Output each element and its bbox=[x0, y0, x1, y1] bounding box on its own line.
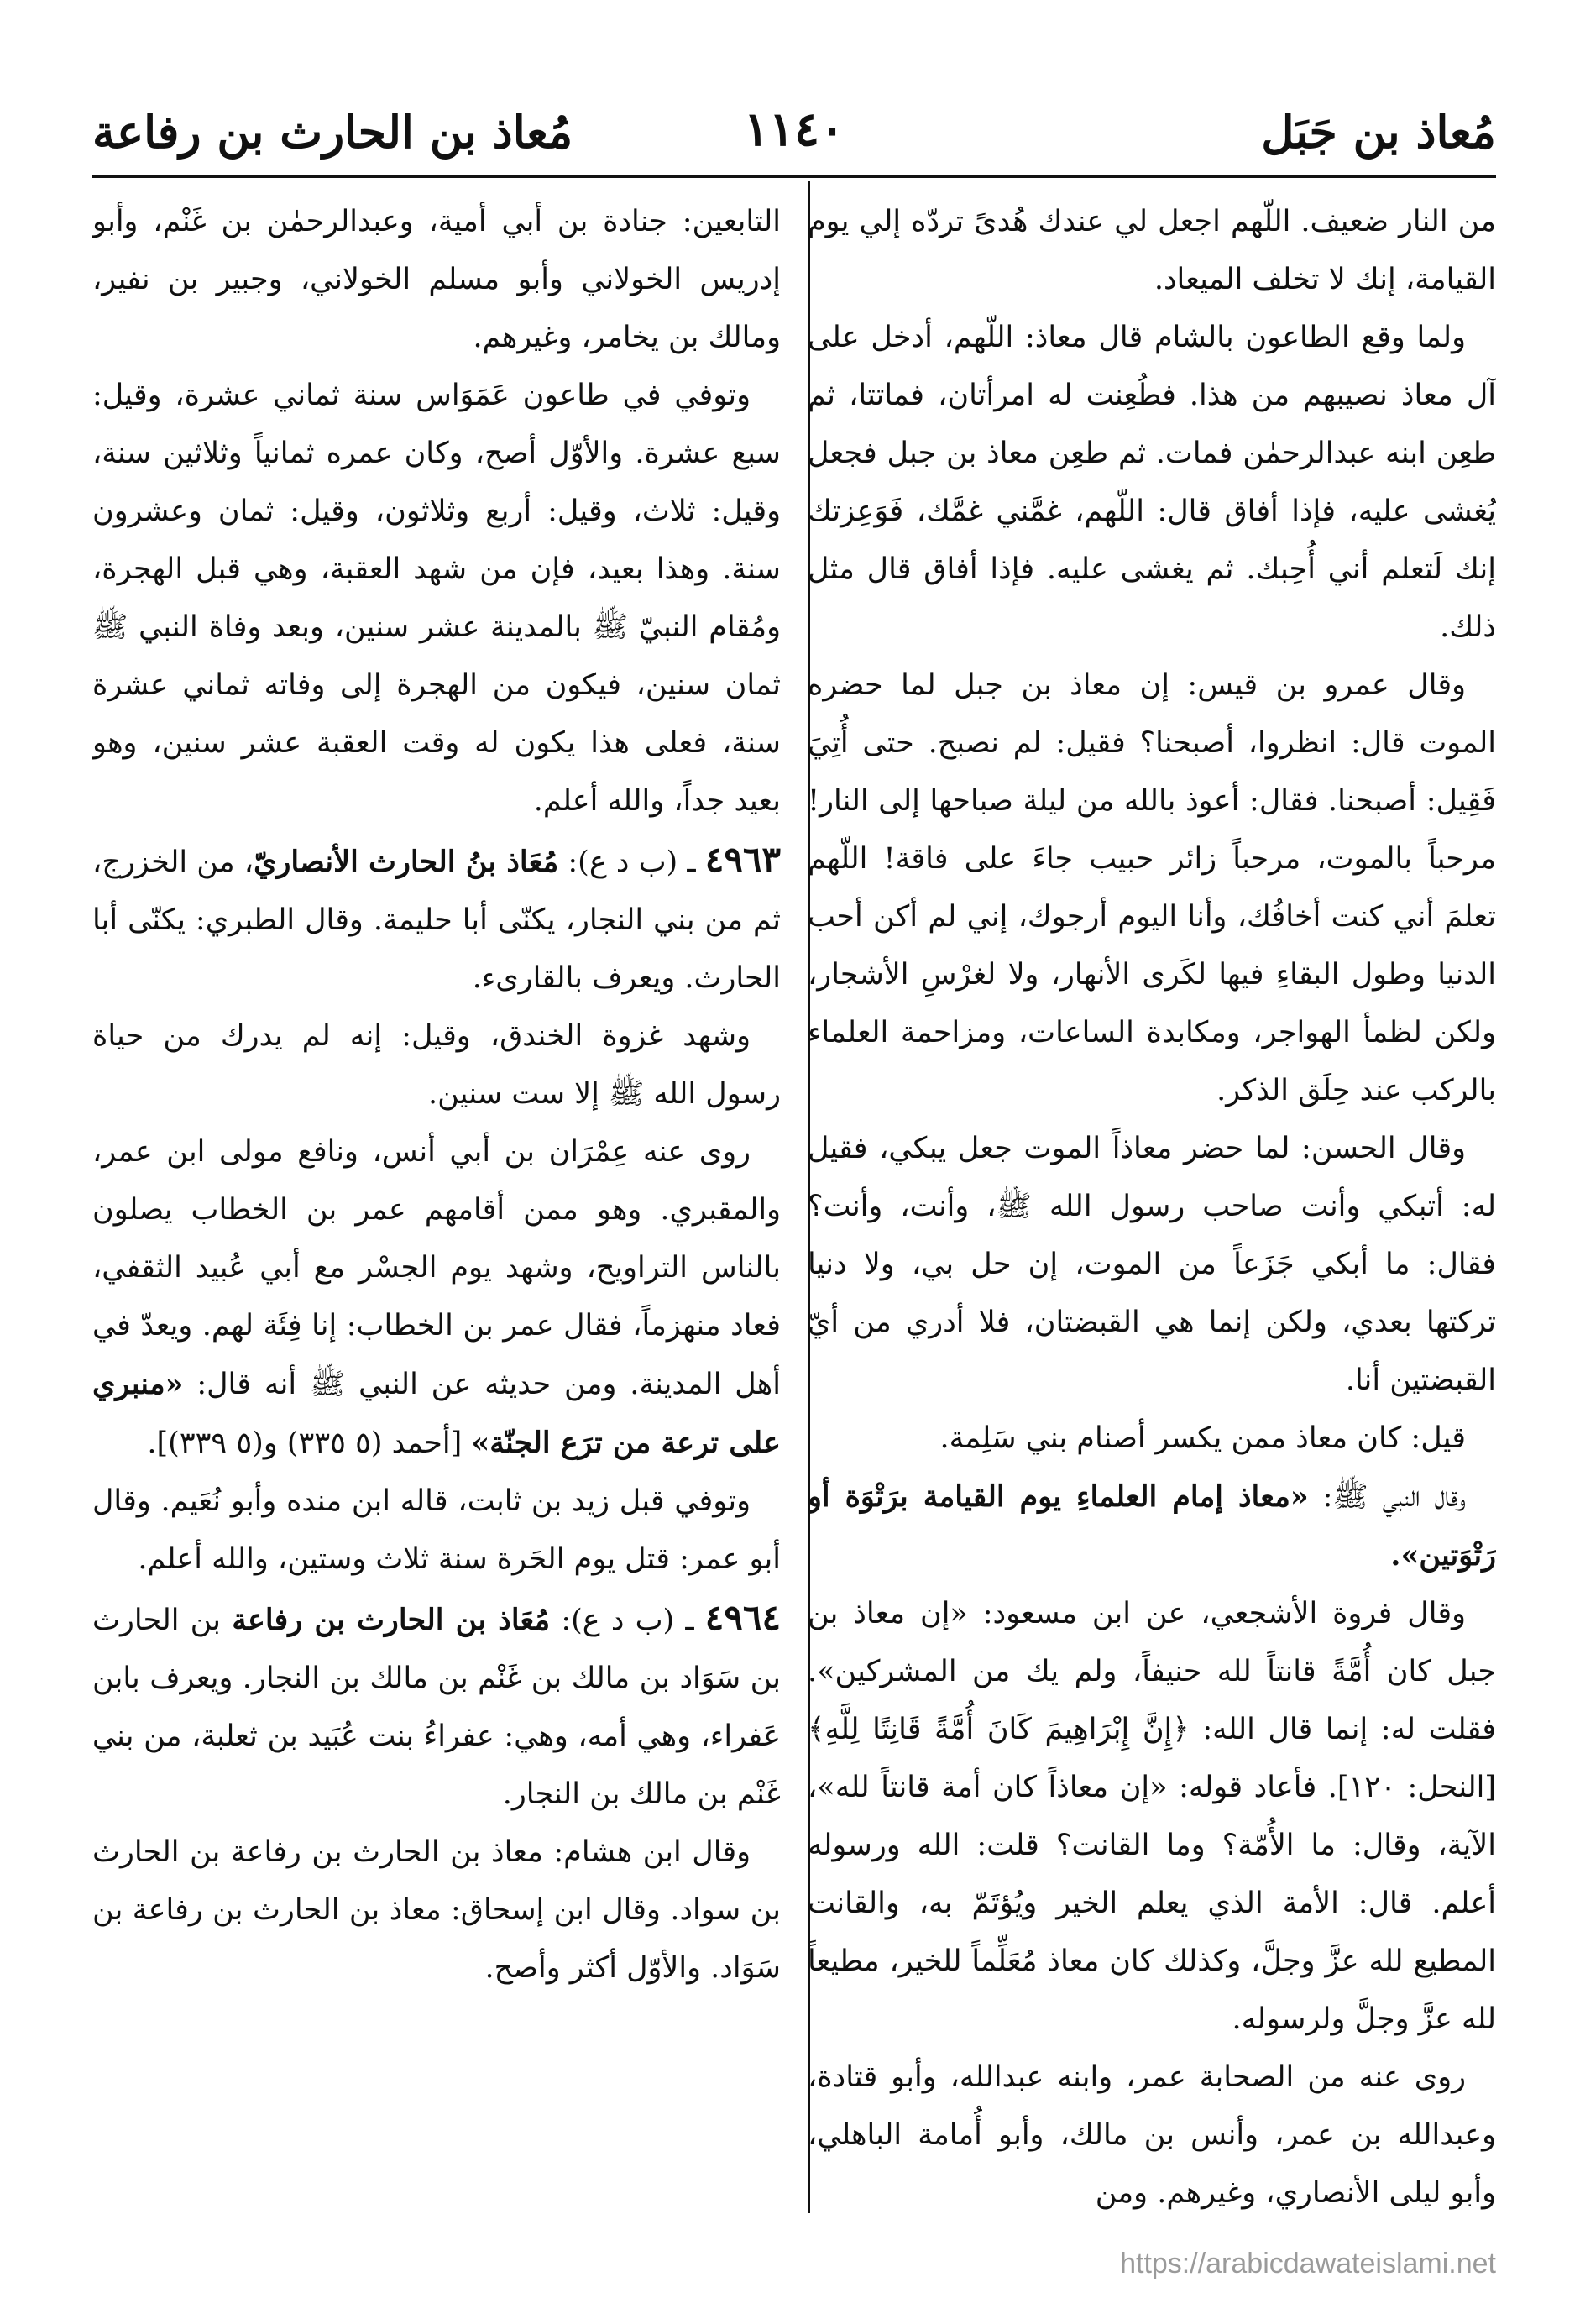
paragraph: من النار ضعيف. اللّهم اجعل لي عندك هُدىً تردّه إلي يوم القيامة، إنك لا تخلف الميعاد. bbox=[808, 205, 1496, 296]
paragraph: وقال ابن هشام: معاذ بن الحارث بن رفاعة بن الحارث بن سواد. وقال ابن إسحاق: معاذ بن الحارث بن رفاعة بن سَوَاد. والأوّل أكثر وأصح. bbox=[92, 1835, 781, 1985]
paragraph: وقال فروة الأشجعي، عن ابن مسعود: «إن معاذ بن جبل كان أُمَّةً قانتاً لله حنيفاً، ولم يك من المشركين». فقلت له: إنما قال الله: ﴿إِنَّ إِبْرَاهِيمَ كَانَ أُمَّةً قَانِتًا لِلَّهِ﴾ [النحل: ١٢٠]. فأعاد قوله: «إن معاذاً كان أمة قانتاً لله»، الآية، وقال: ما الأُمّة؟ وما القانت؟ قلت: الله ورسوله أعلم. قال: الأمة الذي يعلم الخير ويُؤتَمّ به، والقانت المطيع لله عزَّ وجلَّ، وكذلك كان معاذ مُعَلِّماً للخير، مطيعاً لله عزَّ وجلَّ ولرسوله. bbox=[808, 1597, 1496, 2036]
paragraph-text: وقال النبي ﷺ: bbox=[1308, 1480, 1466, 1514]
paragraph bbox=[808, 1468, 1496, 1585]
watermark-url: https://arabicdawateislami.net bbox=[1120, 2248, 1496, 2280]
entry-sigla: ـ (ب د ع): bbox=[550, 1604, 705, 1637]
hadith-reference: [أحمد (٥ ٣٣٥) و(٥ ٣٣٩)]. bbox=[147, 1426, 472, 1460]
paragraph: التابعين: جنادة بن أبي أمية، وعبدالرحمٰن بن غَنْم، وأبو إدريس الخولاني وأبو مسلم الخولاني، وجبير بن نفير، ومالك بن يخامر، وغيرهم. bbox=[92, 205, 781, 354]
left-column bbox=[92, 193, 781, 2233]
entry-text: ، من الخزرج، ثم من بني النجار، يكنّى أبا حليمة. وقال الطبري: يكنّى أبا الحارث. ويعرف بالقارىء. bbox=[92, 845, 781, 995]
entry-name: مُعَاذ بنُ الحارث الأنصاريّ bbox=[254, 845, 559, 879]
entry-name: مُعَاذ بن الحارث بن رفاعة bbox=[232, 1603, 551, 1637]
paragraph bbox=[92, 1123, 781, 1473]
page-number: ١١٤٠ bbox=[743, 102, 845, 157]
header-right-title: مُعاذ بن جَبَل bbox=[1261, 105, 1496, 159]
hadith-quote: «معاذ إمام العلماءِ يوم القيامة برَتْوَة أو رَتْوَتين». bbox=[808, 1479, 1496, 1573]
entry-text: بن الحارث بن سَوَاد بن مالك بن غَنْم بن مالك بن النجار. ويعرف بابن عَفراء، وهي أمه، وهي: عفراءُ بنت عُبَيد بن ثعلبة، من بني غَنْم بن مالك بن النجار. bbox=[92, 1604, 781, 1811]
paragraph: وشهد غزوة الخندق، وقيل: إنه لم يدرك من حياة رسول الله ﷺ إلا ست سنين. bbox=[92, 1019, 781, 1111]
page-header bbox=[92, 97, 1496, 172]
entry-number: ٤٩٦٤ bbox=[704, 1597, 781, 1638]
paragraph-text: روى عنه عِمْرَان بن أبي أنس، ونافع مولى ابن عمر، والمقبري. وهو ممن أقامهم عمر بن الخطاب يصلون بالناس التراويح، وشهد يوم الجسْر مع أبي عُبيد الثقفي، فعاد منهزماً، فقال عمر بن الخطاب: إنا فِئَة لهم. ويعدّ في أهل المدينة. ومن حديثه عن النبي ﷺ أنه قال: bbox=[92, 1135, 781, 1401]
paragraph: وتوفي في طاعون عَمَوَاس سنة ثماني عشرة، وقيل: سبع عشرة. والأوّل أصح، وكان عمره ثمانياً وثلاثين سنة، وقيل: ثلاث، وقيل: أربع وثلاثون، وقيل: ثمان وعشرون سنة. وهذا بعيد، فإن من شهد العقبة، وهي قبل الهجرة، ومُقام النبيّ ﷺ بالمدينة عشر سنين، وبعد وفاة النبي ﷺ ثمان سنين، فيكون من الهجرة إلى وفاته ثماني عشرة سنة، فعلى هذا يكون له وقت العقبة عشر سنين، وهو بعيد جداً، والله أعلم. bbox=[92, 379, 781, 818]
entry-4964 bbox=[92, 1589, 781, 1824]
paragraph: وتوفي قبل زيد بن ثابت، قاله ابن منده وأبو نُعَيم. وقال أبو عمر: قتل يوم الحَرة سنة ثلاث وستين، والله أعلم. bbox=[92, 1484, 781, 1576]
header-rule bbox=[92, 175, 1496, 178]
hadith-quote: «منبري على ترعة من ترَع الجنّة» bbox=[92, 1367, 781, 1460]
entry-4963 bbox=[92, 830, 781, 1008]
header-left-title: مُعاذ بن الحارث بن رفاعة bbox=[92, 105, 573, 159]
entry-sigla: ـ (ب د ع): bbox=[558, 845, 705, 879]
right-column bbox=[808, 193, 1496, 2233]
paragraph: وقال الحسن: لما حضر معاذاً الموت جعل يبكي، فقيل له: أتبكي وأنت صاحب رسول الله ﷺ، وأنت، وأنت؟ فقال: ما أبكي جَزَعاً من الموت، إن حل بي، ولا دنيا تركتها بعدي، ولكن إنما هي القبضتان، فلا أدري من أيّ القبضتين أنا. bbox=[808, 1132, 1496, 1397]
paragraph: روى عنه من الصحابة عمر، وابنه عبدالله، وأبو قتادة، وعبدالله بن عمر، وأنس بن مالك، وأبو أُمامة الباهلي، وأبو ليلى الأنصاري، وغيرهم. ومن bbox=[808, 2060, 1496, 2210]
paragraph: قيل: كان معاذ ممن يكسر أصنام بني سَلِمة. bbox=[939, 1421, 1466, 1455]
entry-number: ٤٩٦٣ bbox=[704, 839, 781, 880]
paragraph: ولما وقع الطاعون بالشام قال معاذ: اللّهم، أدخل على آل معاذ نصيبهم من هذا. فطُعِنت له امرأتان، فماتتا، ثم طعِن ابنه عبدالرحمٰن فمات. ثم طعِن معاذ بن جبل فجعل يُغشى عليه، فإذا أفاق قال: اللّهم، غمَّني غمَّك، فَوَعِزتك إنك لَتعلم أني أُحِبك. ثم يغشى عليه. فإذا أفاق قال مثل ذلك. bbox=[808, 321, 1496, 644]
paragraph: وقال عمرو بن قيس: إن معاذ بن جبل لما حضره الموت قال: انظروا، أصبحنا؟ فقيل: لم نصبح. حتى أُتِيَ فَقِيل: أصبحنا. فقال: أعوذ بالله من ليلة صباحها إلى النار! مرحباً بالموت، مرحباً زائر حبيب جاءَ على فاقة! اللّهم تعلمَ أني كنت أخافُك، وأنا اليوم أرجوك، إني لم أكن أحب الدنيا وطول البقاءِ فيها لكَرى الأنهار، ولا لغرْسِ الأشجار، ولكن لظمأ الهواجر، ومكابدة الساعات، ومزاحمة العلماء بالركب عند حِلَق الذكر. bbox=[808, 668, 1496, 1107]
